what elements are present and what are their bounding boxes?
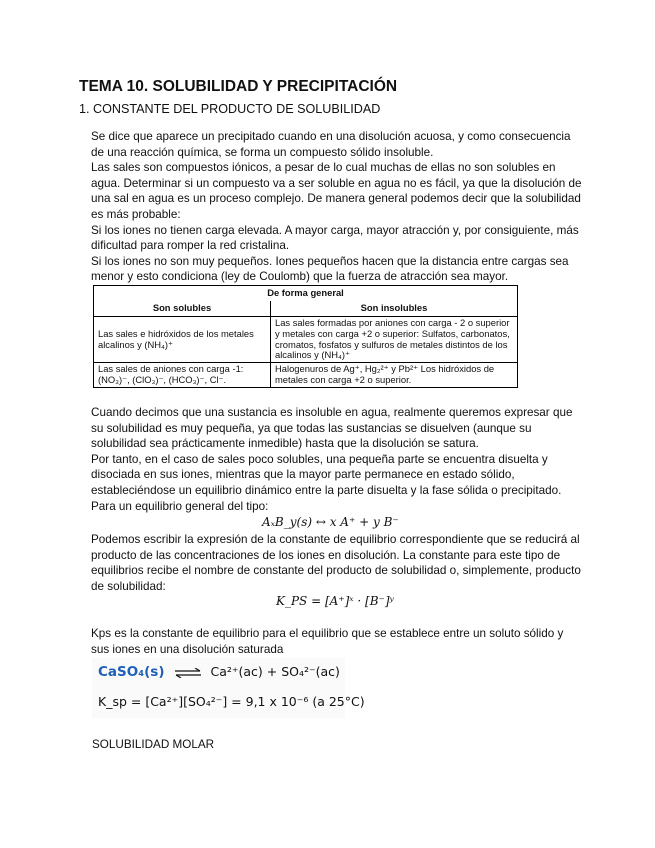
- table-row: [94, 317, 518, 363]
- ksp-expression: K_sp = [Ca²⁺][SO₄²⁻] = 9,1 x 10⁻⁶ (a 25°C): [98, 694, 365, 709]
- table-caption: De forma general: [94, 286, 518, 302]
- section-heading: 1. CONSTANTE DEL PRODUCTO DE SOLUBILIDAD: [79, 102, 381, 116]
- paragraph: Kps es la constante de equilibrio para el equilibrio que se establece entre un soluto sólido y sus iones en una disolución saturada: [91, 627, 564, 656]
- table-cell: Las sales e hidróxidos de los metales alcalinos y (NH₄)⁺: [94, 317, 271, 363]
- table-header-soluble: Son solubles: [94, 301, 271, 317]
- products-formula: Ca²⁺(ac) + SO₄²⁻(ac): [210, 664, 340, 679]
- reactant-formula: CaSO₄(s): [98, 664, 165, 680]
- paragraph: Se dice que aparece un precipitado cuando en una disolución acuosa, y como consecuencia de una reacción química, se forma un compuesto sólido insoluble.: [91, 130, 571, 159]
- solubility-table: [93, 285, 518, 388]
- table-cell: Las sales de aniones con carga -1: (NO₃)⁻, (ClO₃)⁻, (HCO₃)⁻, Cl⁻.: [94, 363, 271, 388]
- table-cell: Las sales formadas por aniones con carga - 2 o superior y metales con carga +2 o superior: Sulfatos, carbonatos, cromatos, fosfatos y sulfuros de metales distintos de los alcalinos y (NH₄)⁺: [271, 317, 518, 363]
- caso4-example-image: [92, 658, 365, 718]
- table-row: [94, 363, 518, 388]
- table-header-insoluble: Son insolubles: [271, 301, 518, 317]
- equilibrium-equation: AₓB_y(s) ↔ x A⁺ + y B⁻: [262, 515, 399, 529]
- paragraph: Las sales son compuestos iónicos, a pesar de lo cual muchas de ellas no son solubles en agua. Determinar si un compuesto va a ser soluble en agua no es fácil, ya que la disolución de una sal en agua es un proceso complejo. De manera general podemos decir que la solubilidad es más probable:: [91, 161, 582, 221]
- kps-definition-block: [91, 626, 583, 657]
- paragraph: Para un equilibrio general del tipo:: [91, 499, 269, 513]
- dissolution-reaction: [98, 664, 340, 680]
- paragraph: Podemos escribir la expresión de la constante de equilibrio correspondiente que se reducirá al producto de las concentraciones de los iones en disolución. La constante para este tipo de equilibrios recibe el nombre de constante del producto de solubilidad o, simplemente, producto de solubilidad:: [91, 533, 581, 593]
- constant-text-block: [91, 532, 583, 594]
- molar-solubility-heading: SOLUBILIDAD MOLAR: [92, 738, 215, 751]
- paragraph: Si los iones no son muy pequeños. Iones pequeños hacen que la distancia entre cargas sea menor y esto condiciona (ley de Coulomb) que la fuerza de atracción sea mayor.: [91, 254, 569, 284]
- intro-text-block: [91, 129, 583, 285]
- equilibrium-arrow-icon: [174, 668, 202, 678]
- insolubility-text-block: [91, 405, 583, 514]
- paragraph: Si los iones no tienen carga elevada. A mayor carga, mayor atracción y, por consiguiente, más dificultad para romper la red cristalina.: [91, 223, 579, 253]
- paragraph: Cuando decimos que una sustancia es insoluble en agua, realmente queremos expresar que su solubilidad es muy pequeña, ya que todas las sustancias se disuelven (aunque su solubilidad sea prácticamente inmedible) hasta que la disolución se satura.: [91, 406, 573, 451]
- table-cell: Halogenuros de Ag⁺, Hg₂²⁺ y Pb²⁺ Los hidróxidos de metales con carga +2 o superior.: [271, 363, 518, 388]
- kps-equation: K_PS = [A⁺]ˣ · [B⁻]ʸ: [276, 594, 394, 608]
- paragraph: Por tanto, en el caso de sales poco solubles, una pequeña parte se encuentra disuelta y disociada en sus iones, mientras que la mayor parte permanece en estado sólido, estableciéndose un equilibrio dinámico entre la parte disuelta y la fase sólida o precipitado.: [91, 452, 562, 497]
- document-title: TEMA 10. SOLUBILIDAD Y PRECIPITACIÓN: [79, 78, 398, 95]
